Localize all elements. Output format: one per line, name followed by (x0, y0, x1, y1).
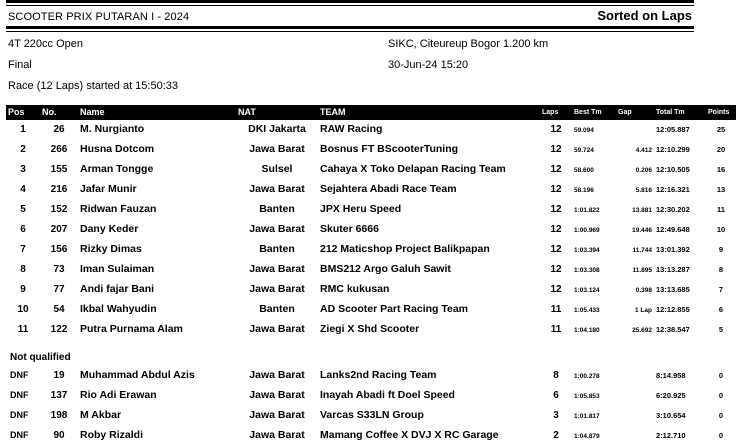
cell-pos: 8 (20, 264, 26, 275)
cell-no: 216 (50, 184, 68, 195)
cell-total: 12:38.547 (656, 325, 690, 334)
table-row (6, 406, 736, 426)
cell-laps: 12 (550, 204, 562, 215)
cell-total: 12:30.202 (656, 205, 690, 214)
cell-team: JPX Heru Speed (320, 203, 402, 215)
info-row-class (8, 38, 692, 59)
cell-pos: 5 (20, 204, 26, 215)
cell-total: 2:12.710 (656, 431, 686, 440)
cell-points: 0 (718, 371, 724, 380)
table-row (6, 240, 736, 260)
cell-best: 58.600 (574, 167, 594, 174)
cell-points: 16 (716, 165, 726, 174)
cell-team: Ziegi X Shd Scooter (320, 323, 420, 335)
cell-points: 20 (716, 145, 726, 154)
cell-laps: 12 (550, 144, 562, 155)
cell-gap: 25.692 (632, 327, 652, 334)
cell-laps: 3 (553, 410, 559, 421)
cell-laps: 12 (550, 124, 562, 135)
table-row (6, 120, 736, 140)
cell-no: 207 (50, 224, 68, 235)
table-row (6, 140, 736, 160)
cell-laps: 12 (550, 244, 562, 255)
cell-no: 54 (53, 304, 65, 315)
cell-nat: Banten (259, 203, 295, 215)
cell-nat: Jawa Barat (249, 283, 305, 295)
cell-total: 8:14.958 (656, 371, 686, 380)
cell-gap (616, 120, 654, 140)
cell-nat: Jawa Barat (249, 263, 305, 275)
cell-best: 1:01.822 (574, 207, 600, 214)
column-header-nat: NAT (236, 105, 318, 120)
cell-no: 137 (50, 390, 68, 401)
cell-points: 9 (718, 245, 724, 254)
cell-total: 6:20.925 (656, 391, 686, 400)
cell-laps: 12 (550, 184, 562, 195)
cell-total: 12:10.505 (656, 165, 690, 174)
class-name: 4T 220cc Open (8, 38, 84, 50)
cell-nat: Banten (259, 243, 295, 255)
cell-name: M. Nurgianto (80, 123, 145, 135)
results-table (6, 105, 736, 340)
cell-gap: 4.412 (635, 147, 652, 154)
cell-total: 12:49.648 (656, 225, 690, 234)
cell-team: 212 Maticshop Project Balikpapan (320, 243, 490, 255)
cell-team: Bosnus FT BScooterTuning (320, 143, 459, 155)
cell-team: Cahaya X Toko Delapan Racing Team (320, 163, 506, 175)
cell-points: 13 (716, 185, 726, 194)
event-info-block (6, 32, 694, 105)
cell-points: 7 (718, 285, 724, 294)
cell-gap: 0.398 (635, 287, 652, 294)
table-row (6, 180, 736, 200)
race-start-note: Race (12 Laps) started at 15:50:33 (8, 80, 178, 92)
cell-pos: DNF (10, 370, 29, 380)
column-header-points: Points (706, 105, 736, 120)
not-qualified-table-body (6, 366, 736, 446)
cell-nat: Jawa Barat (249, 429, 305, 441)
table-row (6, 386, 736, 406)
table-row (6, 200, 736, 220)
cell-name: Muhammad Abdul Azis (80, 369, 195, 381)
column-header-best: Best Tm (572, 105, 616, 120)
cell-gap: 1 Lap (635, 307, 652, 314)
cell-name: Dany Keder (80, 223, 139, 235)
cell-points: 5 (718, 325, 724, 334)
cell-name: Husna Dotcom (80, 143, 155, 155)
cell-pos: 9 (20, 284, 26, 295)
event-datetime: 30-Jun-24 15:20 (388, 59, 469, 71)
sort-note: Sorted on Laps (597, 8, 692, 23)
cell-laps: 12 (550, 164, 562, 175)
results-table-body (6, 120, 736, 340)
cell-team: Sejahtera Abadi Race Team (320, 183, 457, 195)
cell-total: 3:10.654 (656, 411, 686, 420)
cell-name: Iman Sulaiman (80, 263, 155, 275)
cell-gap: 5.816 (635, 187, 652, 194)
table-row (6, 366, 736, 386)
cell-no: 19 (53, 370, 65, 381)
cell-points: 10 (716, 225, 726, 234)
cell-best: 1:05.433 (574, 307, 600, 314)
cell-nat: Banten (259, 303, 295, 315)
event-title: SCOOTER PRIX PUTARAN I - 2024 (8, 11, 190, 23)
cell-best: 59.094 (574, 127, 594, 134)
table-row (6, 220, 736, 240)
cell-no: 90 (53, 430, 65, 441)
column-header-total: Total Tm (654, 105, 706, 120)
column-header-team: TEAM (318, 105, 540, 120)
cell-no: 156 (50, 244, 68, 255)
info-row-session (8, 59, 692, 80)
info-row-start (8, 80, 692, 101)
table-row (6, 160, 736, 180)
table-row (6, 260, 736, 280)
cell-best: 1:03.308 (574, 267, 600, 274)
cell-name: Ikbal Wahyudin (80, 303, 157, 315)
cell-best: 1:05.853 (574, 393, 600, 400)
cell-gap (616, 426, 654, 446)
cell-pos: 4 (20, 184, 26, 195)
cell-pos: 1 (20, 124, 26, 135)
cell-team: Mamang Coffee X DVJ X RC Garage (320, 429, 499, 441)
cell-points: 6 (718, 305, 724, 314)
cell-laps: 2 (553, 430, 559, 441)
cell-team: RMC kukusan (320, 283, 390, 295)
table-row (6, 300, 736, 320)
cell-no: 152 (50, 204, 68, 215)
cell-total: 12:12.855 (656, 305, 690, 314)
cell-no: 198 (50, 410, 68, 421)
table-row (6, 280, 736, 300)
cell-best: 1:03.394 (574, 247, 600, 254)
column-header-gap: Gap (616, 105, 654, 120)
cell-total: 13:13.287 (656, 265, 690, 274)
title-bar (6, 6, 694, 26)
table-row (6, 320, 736, 340)
cell-name: Rizky Dimas (80, 243, 142, 255)
cell-no: 122 (50, 324, 68, 335)
column-header-no: No. (40, 105, 78, 120)
cell-points: 25 (716, 125, 726, 134)
cell-best: 1:00.969 (574, 227, 600, 234)
cell-best: 59.724 (574, 147, 594, 154)
cell-best: 1:04.879 (574, 433, 600, 440)
cell-total: 12:10.299 (656, 145, 690, 154)
cell-name: Jafar Munir (80, 183, 137, 195)
cell-team: Varcas S33LN Group (320, 409, 424, 421)
cell-team: RAW Racing (320, 123, 383, 135)
cell-gap (616, 386, 654, 406)
cell-pos: 11 (17, 324, 29, 335)
cell-total: 13:01.392 (656, 245, 690, 254)
cell-best: 1:01.817 (574, 413, 600, 420)
cell-points: 8 (718, 265, 724, 274)
cell-name: Rio Adi Erawan (80, 389, 157, 401)
table-row (6, 426, 736, 446)
cell-points: 0 (718, 431, 724, 440)
cell-total: 12:05.887 (656, 125, 690, 134)
cell-name: Andi fajar Bani (80, 283, 155, 295)
results-header-row (6, 105, 736, 120)
cell-pos: 6 (20, 224, 26, 235)
session-name: Final (8, 59, 32, 71)
cell-pos: DNF (10, 390, 29, 400)
cell-name: Arman Tongge (80, 163, 154, 175)
cell-gap: 0.206 (635, 167, 652, 174)
cell-pos: 3 (20, 164, 26, 175)
cell-nat: DKI Jakarta (248, 123, 306, 135)
cell-team: BMS212 Argo Galuh Sawit (320, 263, 451, 275)
cell-best: 1:00.278 (574, 373, 600, 380)
column-header-pos: Pos (6, 105, 40, 120)
cell-pos: 10 (17, 304, 29, 315)
cell-no: 26 (53, 124, 65, 135)
column-header-laps: Laps (540, 105, 572, 120)
cell-team: Lanks2nd Racing Team (320, 369, 437, 381)
not-qualified-label: Not qualified (10, 352, 71, 363)
cell-pos: 7 (20, 244, 26, 255)
cell-no: 266 (50, 144, 68, 155)
cell-total: 12:16.321 (656, 185, 690, 194)
cell-laps: 11 (550, 304, 562, 315)
cell-laps: 12 (550, 224, 562, 235)
cell-name: Ridwan Fauzan (80, 203, 157, 215)
cell-gap: 11.744 (632, 247, 652, 254)
cell-nat: Jawa Barat (249, 409, 305, 421)
cell-laps: 11 (550, 324, 562, 335)
cell-points: 0 (718, 411, 724, 420)
cell-nat: Jawa Barat (249, 389, 305, 401)
cell-best: 1:04.180 (574, 327, 600, 334)
cell-gap: 13.881 (632, 207, 652, 214)
cell-name: Putra Purnama Alam (80, 323, 183, 335)
cell-points: 0 (718, 391, 724, 400)
venue: SIKC, Citeureup Bogor 1.200 km (388, 38, 549, 50)
cell-nat: Jawa Barat (249, 369, 305, 381)
cell-nat: Sulsel (261, 163, 293, 175)
cell-nat: Jawa Barat (249, 183, 305, 195)
not-qualified-table (6, 366, 736, 446)
cell-team: AD Scooter Part Racing Team (320, 303, 469, 315)
cell-pos: DNF (10, 410, 29, 420)
cell-no: 73 (53, 264, 65, 275)
cell-gap (616, 366, 654, 386)
cell-best: 1:03.124 (574, 287, 600, 294)
cell-total: 13:13.685 (656, 285, 690, 294)
cell-team: Inayah Abadi ft Doel Speed (320, 389, 455, 401)
cell-pos: DNF (10, 430, 29, 440)
cell-name: Roby Rizaldi (80, 429, 144, 441)
cell-laps: 6 (553, 390, 559, 401)
cell-laps: 12 (550, 284, 562, 295)
cell-best: 58.196 (574, 187, 594, 194)
column-header-name: Name (78, 105, 236, 120)
cell-name: M Akbar (80, 409, 122, 421)
cell-laps: 12 (550, 264, 562, 275)
cell-pos: 2 (20, 144, 26, 155)
cell-laps: 8 (553, 370, 559, 381)
cell-no: 155 (50, 164, 68, 175)
results-table-header (6, 105, 736, 120)
cell-nat: Jawa Barat (249, 223, 305, 235)
cell-points: 11 (717, 205, 725, 214)
cell-gap (616, 406, 654, 426)
cell-nat: Jawa Barat (249, 143, 305, 155)
cell-nat: Jawa Barat (249, 323, 305, 335)
cell-gap: 11.895 (632, 267, 652, 274)
cell-no: 77 (53, 284, 65, 295)
cell-gap: 19.446 (632, 227, 652, 234)
cell-team: Skuter 6666 (320, 223, 379, 235)
